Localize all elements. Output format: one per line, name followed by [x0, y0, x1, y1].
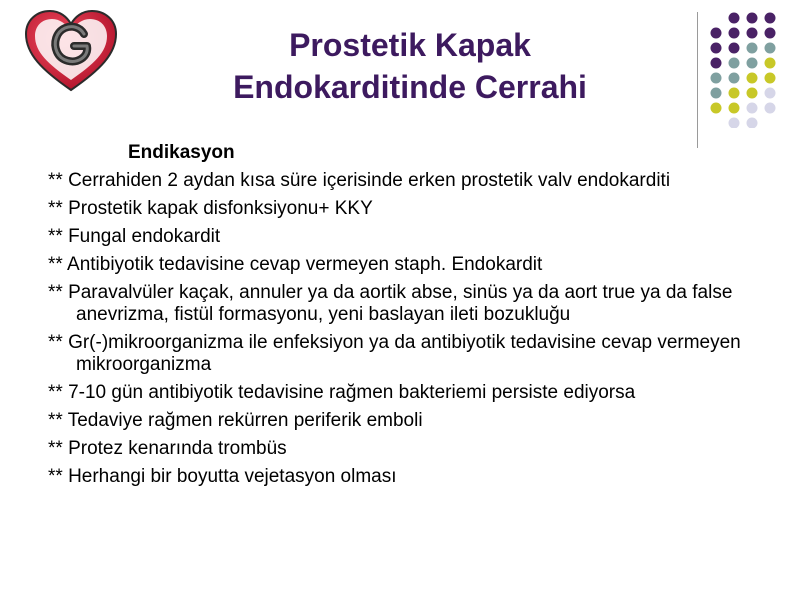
- decor-dot: [747, 88, 758, 99]
- indication-list: [48, 170, 768, 488]
- decor-dot: [711, 58, 722, 69]
- decor-dot: [729, 28, 740, 39]
- title-line-1: Prostetik Kapak: [289, 27, 531, 63]
- decor-dot: [747, 13, 758, 24]
- decor-dot: [729, 58, 740, 69]
- list-item: ** Gr(-)mikroorganizma ile enfeksiyon ya da antibiyotik tedavisine cevap vermeyen mikroorganizma: [48, 332, 741, 375]
- decor-dot: [765, 103, 776, 114]
- list-item: ** Tedaviye rağmen rekürren periferik emboli: [48, 410, 423, 431]
- list-item: ** Paravalvüler kaçak, annuler ya da aortik abse, sinüs ya da aort true ya da false anevrizma, fistül formasyonu, yeni baslayan ileti bozukluğu: [48, 282, 733, 325]
- decor-dot: [747, 73, 758, 84]
- list-item: ** Protez kenarında trombüs: [48, 438, 287, 459]
- content-body: [48, 142, 768, 494]
- decor-dot: [747, 28, 758, 39]
- decor-dot: [747, 103, 758, 114]
- decor-dot: [765, 13, 776, 24]
- decor-dot: [729, 43, 740, 54]
- decor-dot: [729, 103, 740, 114]
- list-item: ** Herhangi bir boyutta vejetasyon olması: [48, 466, 397, 487]
- decor-dot: [711, 88, 722, 99]
- list-item: ** Antibiyotik tedavisine cevap vermeyen staph. Endokardit: [48, 254, 543, 275]
- heart-logo-icon: [22, 8, 120, 94]
- section-heading: Endikasyon: [128, 142, 235, 163]
- decor-dot: [765, 88, 776, 99]
- decor-dot: [711, 103, 722, 114]
- dot-grid-decoration: [708, 10, 788, 128]
- decor-dot: [765, 58, 776, 69]
- title-line-2: Endokarditinde Cerrahi: [233, 69, 587, 105]
- decor-dot: [747, 43, 758, 54]
- decor-dot: [747, 118, 758, 129]
- page-title: [180, 24, 640, 108]
- decor-dot: [729, 73, 740, 84]
- list-item: ** Fungal endokardit: [48, 226, 221, 247]
- decor-dot: [747, 58, 758, 69]
- decor-dot: [729, 118, 740, 129]
- decor-dot: [729, 13, 740, 24]
- list-item: ** Prostetik kapak disfonksiyonu+ KKY: [48, 198, 373, 219]
- decor-dot: [711, 28, 722, 39]
- decor-dot: [765, 43, 776, 54]
- decor-dot: [711, 73, 722, 84]
- decor-dot: [765, 73, 776, 84]
- divider-line: [697, 12, 698, 148]
- list-item: ** Cerrahiden 2 aydan kısa süre içerisinde erken prostetik valv endokarditi: [48, 170, 671, 191]
- decor-dot: [765, 28, 776, 39]
- decor-dot: [711, 43, 722, 54]
- list-item: ** 7-10 gün antibiyotik tedavisine rağmen bakteriemi persiste ediyorsa: [48, 382, 636, 403]
- decor-dot: [729, 88, 740, 99]
